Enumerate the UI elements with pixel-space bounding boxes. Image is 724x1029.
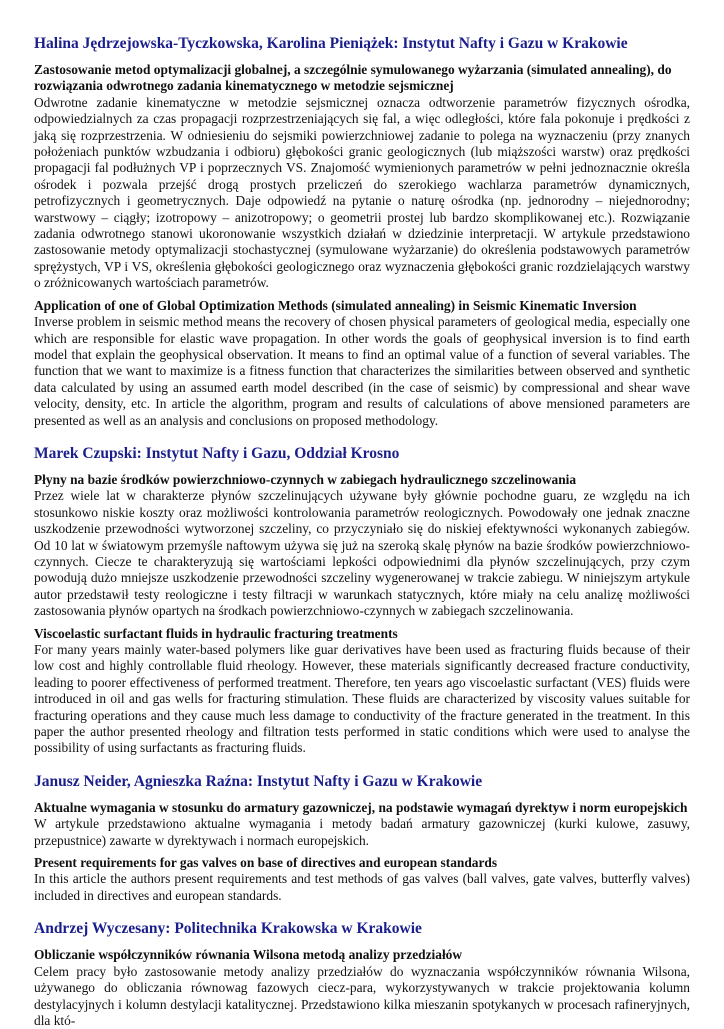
abstract-text: In this article the authors present requirements and test methods of gas valves (ball valves, gate valves, butterfly valves) included in directives and european standards. <box>34 871 690 903</box>
entry-neider-razna <box>34 772 690 904</box>
abstract-english <box>34 298 690 429</box>
abstract-text: Odwrotne zadanie kinematyczne w metodzie sejsmicznej oznacza odtworzenie parametrów fizycznych ośrodka, odpowiedzialnych za czas propagacji rozprzestrzeniających się fal, a więc odległości, które fala pokonuje i prędkości z jaką się rozprzestrzenia. W odniesieniu do sejsmiki powierzchniowej zadanie to polega na wyznaczeniu (przy znanych położeniach punktów wzbudzania i odbioru) głębokości granic geologicznych (lub miąższości warstw) oraz prędkości propagacji fal podłużnych VP i poprzecznych VS. Znajomość wymienionych parametrów w pełni jednoznacznie określa ośrodek i pozwala przejść drogą prostych przeliczeń do szerokiego wachlarza parametrów dynamicznych, petrofizycznych i geometrycznych. Daje odpowiedź na pytanie o naturę ośrodka (np. jednorodny – niejednorodny; warstwowy – ciągły; izotropowy – anizotropowy; o geometrii prostej lub bardzo skomplikowanej etc.). Rozwiązanie zadania odwrotnego stanowi ukoronowanie wszystkich działań w dziedzinie interpretacji. W artykule przedstawiono zastosowanie metody optymalizacji stochastycznej (symulowane wyżarzanie) do określenia podstawowych parametrów sprężystych, VP i VS, określenia głębokości geologicznego oraz wyznaczenia głębokości granic rozdzielających warstwy o zróżnicowanych wartościach parametrów. <box>34 94 690 291</box>
entry-heading: Janusz Neider, Agnieszka Raźna: Instytut Nafty i Gazu w Krakowie <box>34 772 483 790</box>
abstract-title: Obliczanie współczynników równania Wilsona metodą analizy przedziałów <box>34 947 463 963</box>
entry-heading: Andrzej Wyczesany: Politechnika Krakowska w Krakowie <box>34 920 422 938</box>
entry-heading: Marek Czupski: Instytut Nafty i Gazu, Oddział Krosno <box>34 444 400 462</box>
abstract-polish <box>34 472 690 620</box>
abstract-text: Przez wiele lat w charakterze płynów szczelinujących używane były głównie pochodne guaru, ze względu na ich stosunkowo niskie koszty oraz możliwości kontrolowania parametrów reologicznych. Powodowały one jednak znaczne uszkodzenie przewodności wytworzonej szczeliny, co przyczyniało się do niskiej efektywności wykonanych zabiegów. Od 10 lat w światowym przemyśle naftowym używa się już na szeroką skalę płynów na bazie środków powierzchniowo-czynnych. Ciecze te charakteryzują się wartościami lepkości odpowiednimi dla płynów szczelinujących, przy czym powodują dużo mniejsze uszkodzenie przewodności szczeliny wygenerowanej w trakcie zabiegu. W niniejszym artykule autor przedstawił testy reologiczne i testy filtracji w warunkach statycznych, które miały na celu analizę możliwości zastosowania płynów opartych na środkach powierzchniowo-czynnych w zabiegach szczelinowania. <box>34 488 690 619</box>
abstract-title: Viscoelastic surfactant fluids in hydraulic fracturing treatments <box>34 625 398 641</box>
abstract-polish <box>34 947 690 1029</box>
abstract-text: W artykule przedstawiono aktualne wymagania i metody badań armatury gazowniczej (kurki kulowe, zasuwy, przepustnice) zawarte w dyrektywach i normach europejskich. <box>34 816 690 848</box>
abstract-text: Inverse problem in seismic method means the recovery of chosen physical parameters of geological media, especially one which are responsible for elastic wave propagation. In other words the goals of geophysical inversion is to find earth model that explain the geophysical observation. It means to find an optimal value of a function of several variables. The function that we want to maximize is a fitness function that characterizes the similarities between observed and synthetic data calculated by using an assumed earth model described (in the case of seismic) by compressional and shear wave velocity, density, etc. In article the algorithm, program and results of calculations of above mensioned parameters are presented as well as an analysis and conclusions on proposed methodology. <box>34 314 690 428</box>
abstract-english <box>34 855 690 904</box>
abstract-title: Płyny na bazie środków powierzchniowo-czynnych w zabiegach hydraulicznego szczelinowania <box>34 471 577 487</box>
entry-heading: Halina Jędrzejowska-Tyczkowska, Karolina Pieniążek: Instytut Nafty i Gazu w Krakowie <box>34 35 628 52</box>
abstract-title: Present requirements for gas valves on base of directives and european standards <box>34 855 498 871</box>
abstract-english <box>34 626 690 757</box>
entry-jedrzejowska-pieniazek <box>34 34 690 429</box>
abstract-text: Celem pracy było zastosowanie metody analizy przedziałów do wyznaczania współczynników równania Wilsona, używanego do obliczania równowag fazowych ciecz-para, wykorzystywanych w trakcie projektowania kolumn destylacyjnych i kolumn destylacji katalitycznej. Przedstawiono kilka mieszanin spotykanych w procesach rafineryjnych, dla któ- <box>34 963 690 1028</box>
abstract-polish <box>34 800 690 849</box>
entry-czupski <box>34 444 690 757</box>
abstract-text: For many years mainly water-based polymers like guar derivatives have been used as fracturing fluids because of their low cost and highly controllable fluid rheology. However, these materials significantly decreased fracture conductivity, leading to poorer effectiveness of performed treatment. Therefore, ten years ago viscoelastic surfactant (VES) fluids were introduced in oil and gas wells for fracturing stimulation. These fluids are characterized by viscosity values suitable for fracturing operations and they cause much less damage to conductivity of the fracture generated in the treatment. In this paper the author presented rheology and filtration tests performed in static conditions which were used to analyse the possibility of using surfactants as fracturing fluids. <box>34 642 690 756</box>
abstract-title: Application of one of Global Optimization Methods (simulated annealing) in Seismic Kinematic Inversion <box>34 297 637 313</box>
entry-wyczesany <box>34 919 690 1029</box>
abstract-polish <box>34 62 690 292</box>
abstract-title: Aktualne wymagania w stosunku do armatury gazowniczej, na podstawie wymagań dyrektyw i norm europejskich <box>34 799 688 815</box>
abstract-title: Zastosowanie metod optymalizacji globalnej, a szczególnie symulowanego wyżarzania (simulated annealing), do rozwiązania odwrotnego zadania kinematycznego w metodzie sejsmicznej <box>34 62 672 94</box>
